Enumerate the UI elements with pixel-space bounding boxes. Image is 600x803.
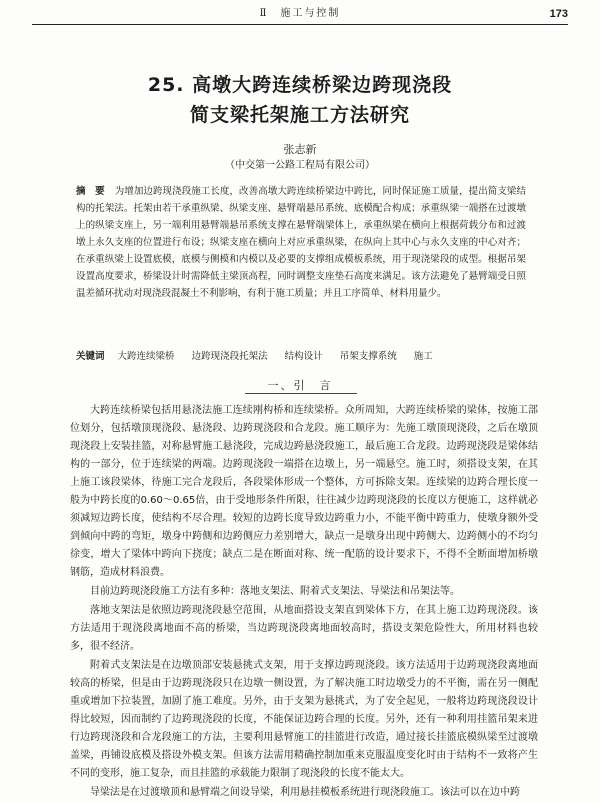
- keyword: 结构设计: [284, 351, 323, 362]
- abstract: [76, 183, 526, 302]
- body-text: [70, 402, 538, 803]
- section-rule: [245, 393, 357, 394]
- author-name: 张志新: [283, 143, 317, 156]
- keyword: 大跨连续梁桥: [117, 351, 175, 362]
- paragraph: 落地支架法是依照边跨现浇段悬空范围，从地面搭设支架直到梁体下方，在其上施工边跨现浇段。该方法适用于现浇段离地面不高的桥梁，当边跨现浇段离地面较高时，搭设支架危险性大，所用材料也较多，很不经济。: [70, 605, 538, 652]
- keywords-label: 关键词: [76, 351, 105, 362]
- title-line-1: 25. 高墩大跨连续桥梁边跨现浇段: [147, 74, 453, 96]
- title-line-2: 简支梁托架施工方法研究: [189, 104, 410, 126]
- keyword: 吊架支撑系统: [339, 351, 397, 362]
- author-affiliation: （中交第一公路工程局有限公司）: [225, 160, 375, 171]
- keyword: 施工: [413, 351, 433, 362]
- header-rule: [32, 24, 568, 25]
- abstract-label: 摘 要: [76, 186, 105, 197]
- paragraph: 目前边跨现浇段施工方法有多种：落地支架法、附着式支架法、导梁法和吊架法等。: [90, 586, 460, 597]
- paragraph: 附着式支架法是在边墩顶部安装悬挑式支架，用于支撑边跨现浇段。该方法适用于边跨现浇段离地面较高的桥梁，但是由于边跨现浇段只在边墩一侧设置，为了解决施工时边墩受力的不平衡，需在另一侧配重或增加下拉装置，加剧了施工难度。另外，由于支架为悬挑式，为了安全起见，一般将边跨现浇段设计得比较短，因而制约了边跨现浇段的长度，不能保证边跨合理的长度。另外，还有一种利用挂篮吊架来进行边跨现浇段和合龙段施工的方法，主要利用悬臂施工的挂篮进行改造，通过接长挂篮底模纵梁至过渡墩盖梁，再铺设底模及搭设外模支架。但该方法需用精确控制加重来克服温度变化时由于结构不一致将产生不同的变形，施工复杂，而且挂篮的承载能力限制了现浇段的长度不能太大。: [70, 660, 538, 779]
- page-number: 173: [549, 8, 568, 20]
- abstract-text: 为增加边跨现浇段施工长度，改善高墩大跨连续桥梁边中跨比，同时保证施工质量，提出简支梁结构的托架法。托架由若干承重纵梁、纵梁支座、悬臂端悬吊系统、底模配合构成；承重纵梁一端搭在过渡墩上的纵梁支座上，另一端利用悬臂端悬吊系统支撑在悬臂端梁体上，承重纵梁在横向上根据荷载分布和过渡墩上永久支座的位置进行布设；纵梁支座在横向上对应承重纵梁，在纵向上其中心与永久支座的中心对齐；在承重纵梁上设置底模，底模与侧模和内模以及必要的支撑组成模板系统，用于现浇梁段的成型。根据吊架设置高度要求，桥梁设计时需降低主梁顶高程，同时调整支座垫石高度来满足。该方法避免了悬臂端受日照温差循环扰动对现浇段混凝土不利影响，有利于施工质量；并且工序简单、材料用量少。: [76, 186, 526, 299]
- page-header: [32, 6, 568, 22]
- article-title: [0, 70, 600, 130]
- running-head: Ⅱ 施工与控制: [259, 8, 341, 19]
- keyword: 边跨现浇段托架法: [191, 351, 268, 362]
- paragraph: 大跨连续桥梁包括用悬浇法施工连续刚构桥和连续梁桥。众所周知，大跨连续桥梁的梁体，按施工部位划分，包括墩顶现浇段、悬浇段、边跨现浇段和合龙段。施工顺序为：先施工墩顶现浇段，之后在墩顶现浇段上安装挂篮，对称悬臂施工悬浇段，完成边跨悬浇段施工，最后施工合龙段。边跨现浇段是梁体结构的一部分，位于连续梁的两端。边跨现浇段一端搭在边墩上，另一端悬空。施工时，须搭设支架，在其上施工该段梁体，待施工完合龙段后，各段梁体形成一个整体，方可拆除支架。连续梁的边跨合理长度一般为中跨长度的0.60～0.65倍，由于受地形条件所限，往往减少边跨现浇段的长度以方便施工，这样就必须减短边跨长度，使结构不尽合理。较短的边跨长度导致边跨重力小，不能平衡中跨重力，使墩身额外受到倾向中跨的弯矩，墩身中跨侧和边跨侧应力差别增大，缺点一是墩身出现中跨侧大、边跨侧小的不均匀徐变，增大了梁体中跨向下挠度；缺点二是在断面对称、统一配筋的设计要求下，不得不全断面增加桥墩钢筋，造成材料浪费。: [70, 405, 538, 578]
- paragraph: 导梁法是在过渡墩顶和悬臂端之间设导梁，利用悬挂模板系统进行现浇段施工。该法可以在边中跨: [90, 787, 520, 798]
- keywords: [76, 348, 526, 365]
- section-heading: 一、引 言: [267, 379, 333, 392]
